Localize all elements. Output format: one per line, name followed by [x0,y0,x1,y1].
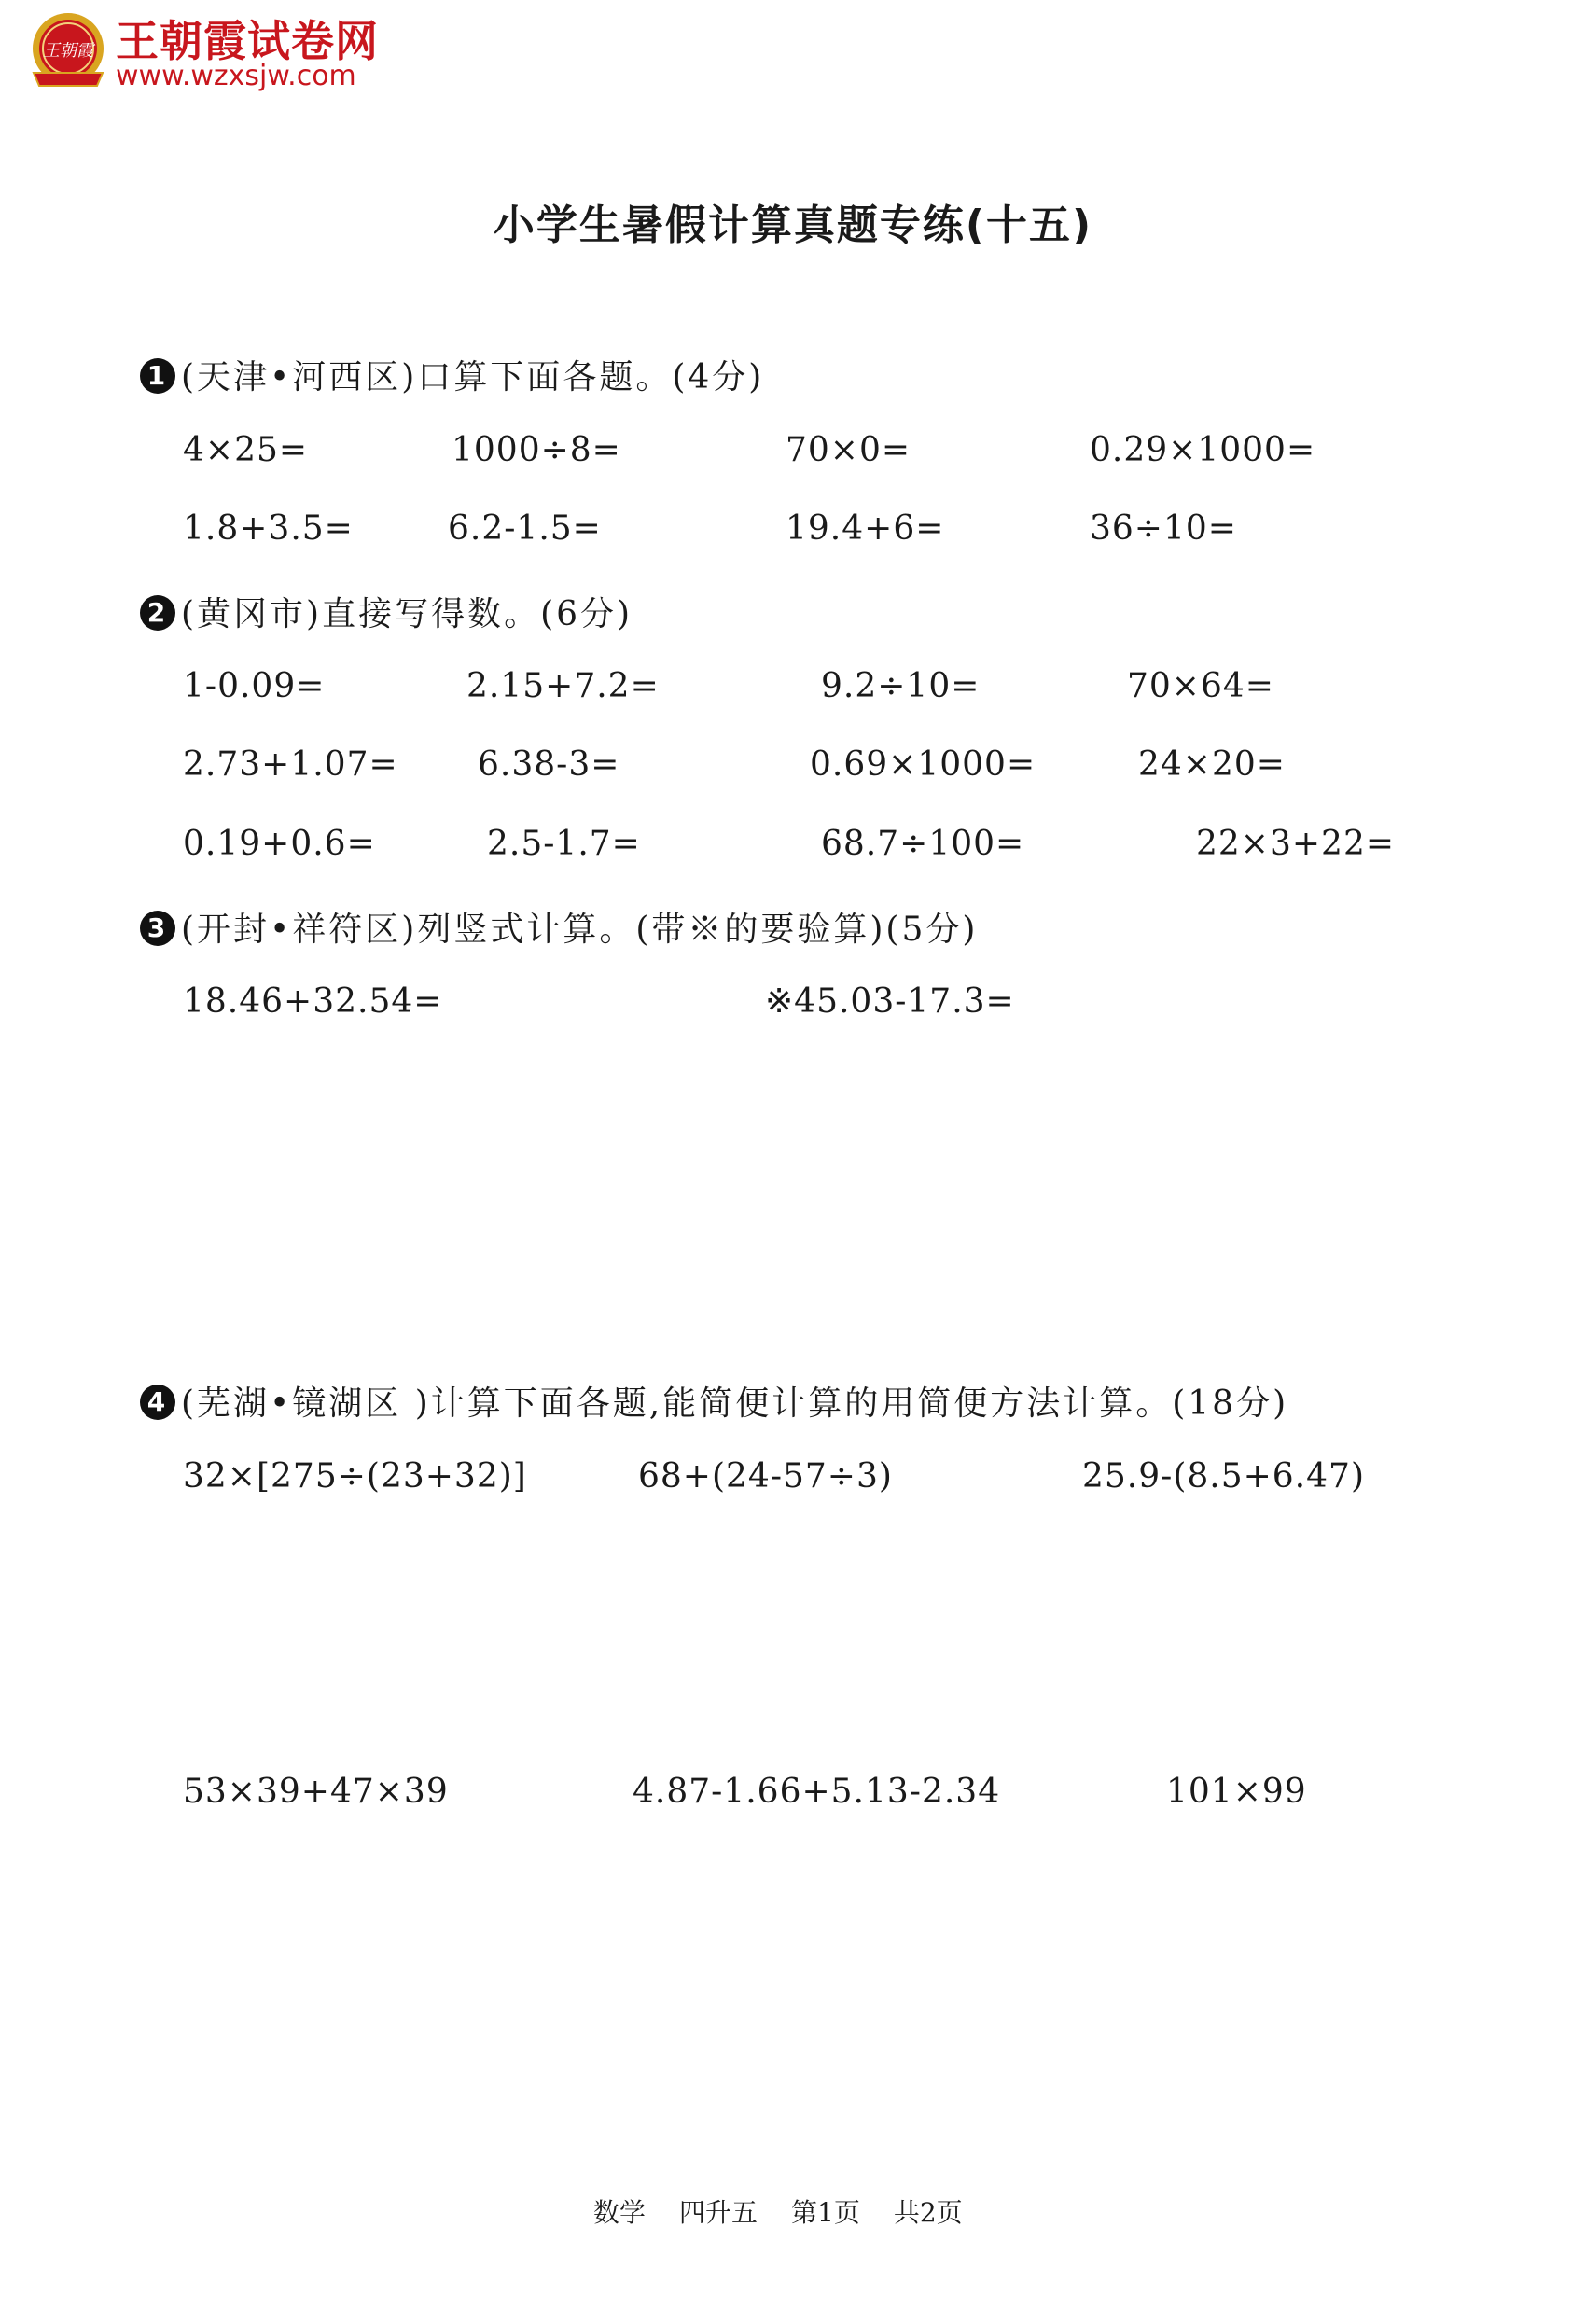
svg-text:王朝霞: 王朝霞 [43,41,93,61]
problem: 0.69×1000= [810,745,1036,784]
section-3-number: 3 [140,911,175,946]
section-2-heading-text: (黄冈市)直接写得数。(6分) [181,595,633,633]
page-title: 小学生暑假计算真题专练(十五) [493,202,1093,249]
section-3-heading [140,903,978,951]
problem: 1.8+3.5= [183,509,354,548]
problem: ※45.03-17.3= [765,982,1015,1021]
problem: 70×64= [1127,667,1274,705]
problem: 2.15+7.2= [466,667,660,705]
problem: 101×99 [1166,1773,1307,1811]
problem: 53×39+47×39 [183,1773,449,1811]
section-3-heading-text: (开封•祥符区)列竖式计算。(带※的要验算)(5分) [181,911,979,949]
problem: 9.2÷10= [821,667,981,705]
footer-subject: 数学 [593,2197,647,2228]
problem: 4.87-1.66+5.13-2.34 [633,1773,1001,1811]
problem: 6.2-1.5= [448,509,602,548]
problem: 18.46+32.54= [183,982,443,1021]
problem: 6.38-3= [478,745,620,784]
problem: 0.19+0.6= [183,825,376,863]
problem: 2.5-1.7= [487,825,641,863]
section-4-heading-text: (芜湖•镜湖区 )计算下面各题,能简便计算的用简便方法计算。(18分) [181,1385,1289,1423]
problem: 0.29×1000= [1090,431,1316,469]
problem: 24×20= [1138,745,1286,784]
section-4-heading [140,1377,1288,1425]
section-2-heading [140,588,633,635]
problem: 2.73+1.07= [183,745,398,784]
site-name: 王朝霞试卷网 [116,16,379,66]
problem: 19.4+6= [786,509,945,548]
site-logo [28,11,108,91]
footer-page: 第1页 [791,2197,860,2228]
problem: 36÷10= [1090,509,1237,548]
problem: 22×3+22= [1196,825,1396,863]
site-url[interactable]: www.wzxsjw.com [116,60,356,92]
section-2-number: 2 [140,595,175,631]
footer-grade: 四升五 [679,2197,758,2228]
problem: 70×0= [786,431,911,469]
section-4-number: 4 [140,1385,175,1420]
problem: 25.9-(8.5+6.47) [1082,1457,1365,1496]
section-1-heading-text: (天津•河西区)口算下面各题。(4分) [181,358,765,397]
problem: 4×25= [183,431,309,469]
page-footer [593,2192,996,2230]
problem: 1-0.09= [183,667,326,705]
problem: 32×[275÷(23+32)] [183,1457,527,1496]
problem: 1000÷8= [452,431,621,469]
section-1-number: 1 [140,358,175,394]
section-1-heading [140,351,764,398]
footer-total: 共2页 [893,2197,963,2228]
problem: 68+(24-57÷3) [638,1457,893,1496]
problem: 68.7÷100= [821,825,1025,863]
